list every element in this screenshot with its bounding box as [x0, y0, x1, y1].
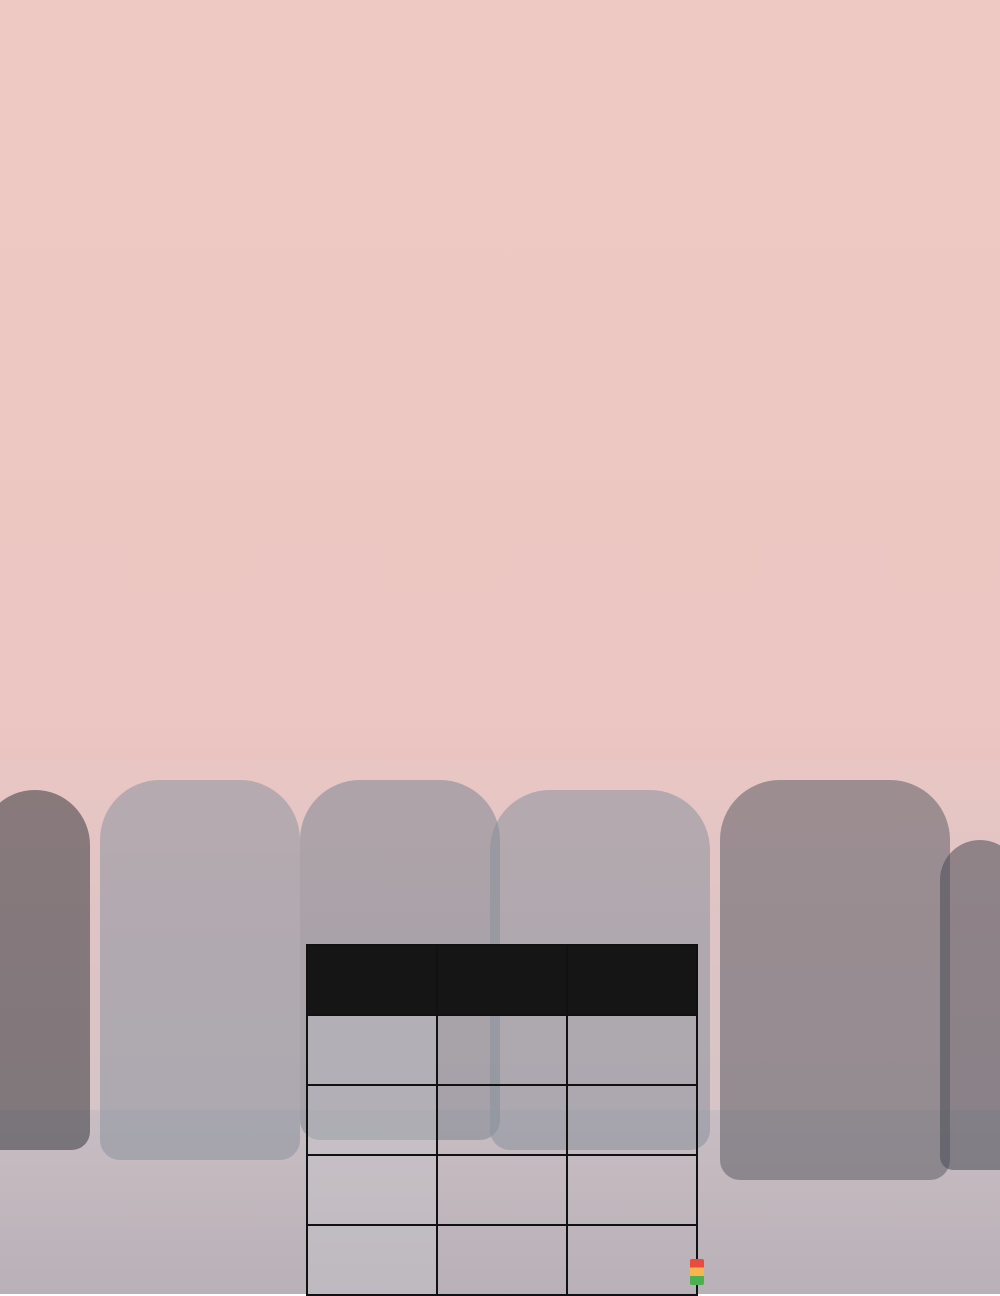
table-row — [307, 1155, 697, 1225]
check-cell-non[interactable] — [567, 1155, 697, 1225]
liveworksheets-logo — [690, 1256, 708, 1285]
header-oui — [437, 945, 567, 1015]
shoe-photo — [940, 840, 1000, 1170]
table-row — [307, 1225, 697, 1295]
check-cell-oui[interactable] — [437, 1015, 567, 1085]
shoe-photo — [100, 780, 300, 1160]
header-non — [567, 945, 697, 1015]
row-label — [307, 1155, 437, 1225]
check-cell-oui[interactable] — [437, 1225, 567, 1295]
shoe-photo — [720, 780, 950, 1180]
check-cell-oui[interactable] — [437, 1085, 567, 1155]
check-cell-non[interactable] — [567, 1015, 697, 1085]
check-cell-non[interactable] — [567, 1225, 697, 1295]
check-cell-non[interactable] — [567, 1085, 697, 1155]
table-header-row — [307, 945, 697, 1015]
shoe-photo — [0, 790, 90, 1150]
logo-icon — [690, 1259, 704, 1285]
row-label — [307, 1015, 437, 1085]
table-row — [307, 1085, 697, 1155]
row-label — [307, 1225, 437, 1295]
check-cell-oui[interactable] — [437, 1155, 567, 1225]
header-empty — [307, 945, 437, 1015]
row-label — [307, 1085, 437, 1155]
divisibility-table — [306, 944, 698, 1296]
table-row — [307, 1015, 697, 1085]
